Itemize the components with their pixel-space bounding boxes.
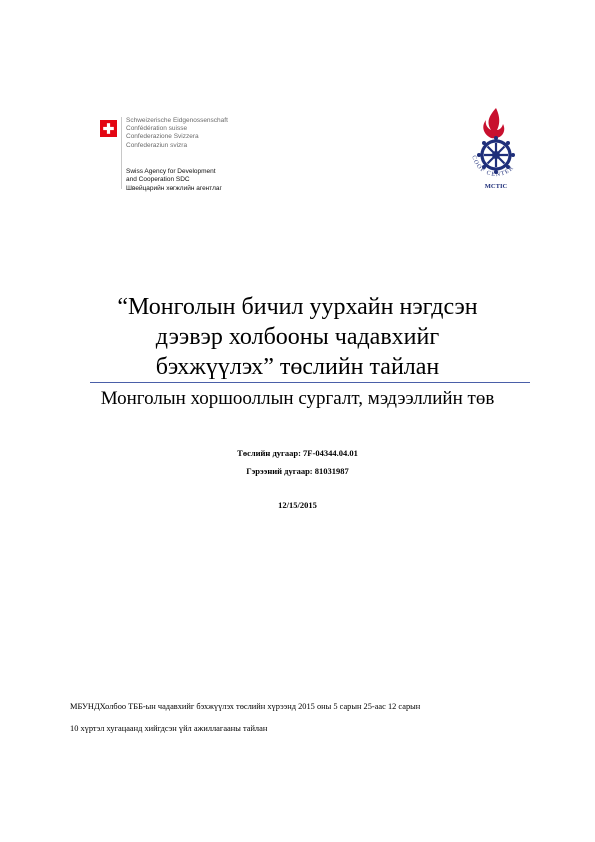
- sdc-language-line: Confederaziun svizra: [126, 141, 188, 149]
- description-line: 10 хүртэл хугацаанд хийгдсэн үйл ажиллагааны тайлан: [70, 724, 268, 733]
- sdc-divider: [121, 117, 122, 189]
- report-title: [60, 292, 535, 382]
- sdc-agency-line: Швейцарийн хөгжлийн агентлаг: [126, 184, 222, 192]
- report-description: [70, 696, 540, 740]
- sdc-language-line: Confédération suisse: [126, 125, 188, 133]
- organization-name: Монголын хоршооллын сургалт, мэдээллийн төв: [100, 388, 495, 409]
- sdc-agency-line: and Cooperation SDC: [126, 176, 190, 184]
- coop-ring-text: COOP CENTER: [470, 154, 516, 179]
- description-line: МБУНДХолбоо ТББ-ын чадавхийг бэхжүүлэх төслийн хүрээнд 2015 оны 5 сарын 25-аас 12 сарын: [70, 702, 421, 711]
- sdc-agency-line: Swiss Agency for Development: [126, 168, 216, 175]
- sdc-language-line: Schweizerische Eidgenossenschaft: [126, 117, 228, 124]
- sdc-language-line: Confederazione Svizzera: [126, 133, 199, 141]
- sdc-languages: [126, 117, 228, 150]
- title-line: “Монголын бичил уурхайн нэгдсэн: [117, 294, 478, 320]
- coop-abbrev: MCTIC: [484, 183, 508, 190]
- sdc-agency: [126, 168, 222, 193]
- coop-center-logo: [461, 100, 531, 205]
- swiss-flag-icon: [100, 120, 117, 137]
- title-line: дээвэр холбооны чадавхийг: [155, 324, 440, 350]
- title-line: бэхжүүлэх” төслийн тайлан: [155, 354, 440, 380]
- project-number: Төслийн дугаар: 7F-04344.04.01: [237, 448, 358, 458]
- contract-number: Гэрээний дугаар: 81031987: [246, 466, 349, 476]
- flame-icon: [483, 108, 504, 138]
- report-date: 12/15/2015: [278, 500, 317, 510]
- title-divider: [90, 382, 530, 383]
